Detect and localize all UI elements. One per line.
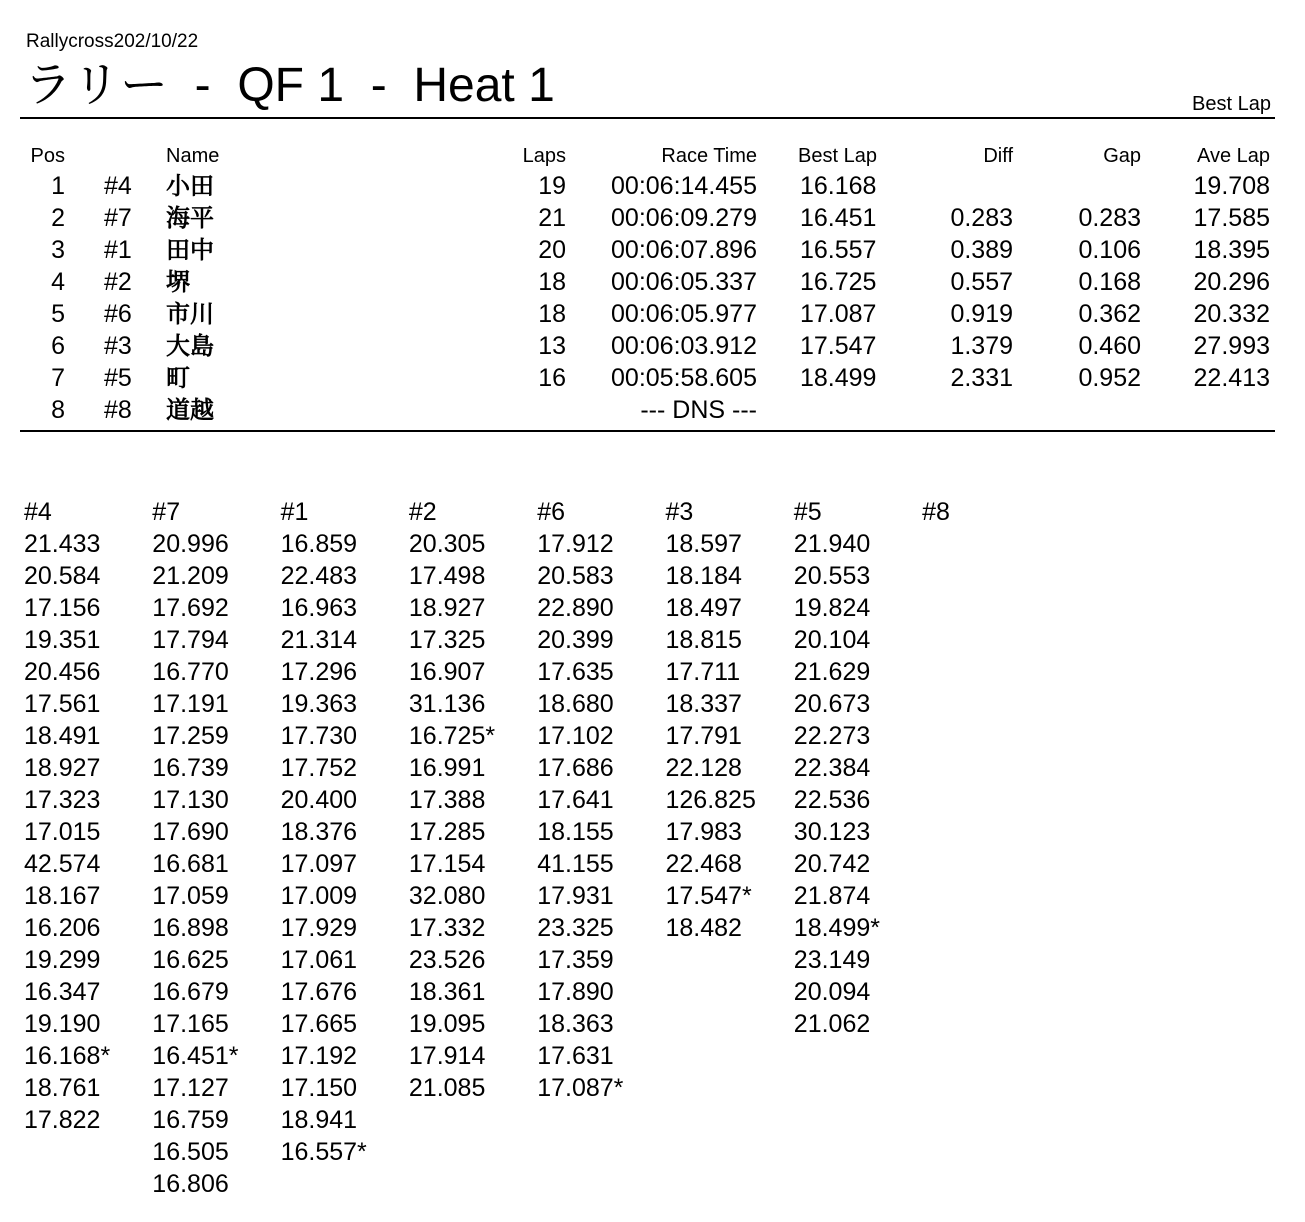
driver-name-cell: 大島 <box>166 332 214 360</box>
lap-time: 17.931 <box>537 882 614 910</box>
lap-time: 19.190 <box>24 1010 101 1038</box>
laps-cell: 16 <box>538 364 566 392</box>
lap-time: 18.761 <box>24 1074 101 1102</box>
lap-time: 17.730 <box>280 722 358 750</box>
lap-time: 18.680 <box>537 690 614 718</box>
lap-time: 21.629 <box>793 658 871 686</box>
ave-lap-cell: 20.332 <box>1193 300 1270 328</box>
lap-time: 23.149 <box>793 946 871 974</box>
lap-column-header: #2 <box>408 498 437 526</box>
pos-cell: 5 <box>51 300 65 328</box>
lap-time: 17.102 <box>537 722 614 750</box>
lap-time: 17.692 <box>152 594 229 622</box>
lap-time: 18.482 <box>665 914 742 942</box>
lap-time: 16.963 <box>280 594 358 622</box>
lap-time: 18.927 <box>408 594 486 622</box>
best-lap-cell: 16.725 <box>800 268 877 296</box>
lap-time: 16.557* <box>280 1138 367 1166</box>
header-divider <box>20 117 1275 119</box>
laps-cell: 21 <box>538 204 566 232</box>
lap-time: 16.681 <box>152 850 229 878</box>
lap-time: 20.584 <box>24 562 101 590</box>
gap-cell: 0.362 <box>1078 300 1141 328</box>
event-name: Rallycross202/10/22 <box>26 31 199 52</box>
lap-time: 41.155 <box>537 850 614 878</box>
lap-time: 18.376 <box>280 818 358 846</box>
lap-time: 17.929 <box>280 914 358 942</box>
car-number-cell: #5 <box>104 364 132 392</box>
lap-time: 18.155 <box>537 818 614 846</box>
lap-time: 22.384 <box>793 754 871 782</box>
pos-cell: 3 <box>51 236 65 264</box>
lap-time: 17.087* <box>537 1074 624 1102</box>
ave-lap-cell: 17.585 <box>1193 204 1270 232</box>
lap-time: 17.912 <box>537 530 614 558</box>
sort-label: Best Lap <box>1192 93 1271 115</box>
lap-time: 16.898 <box>152 914 229 942</box>
lap-time: 17.641 <box>537 786 614 814</box>
lap-time: 22.536 <box>793 786 871 814</box>
lap-time: 22.890 <box>537 594 614 622</box>
lap-time: 17.332 <box>408 914 486 942</box>
car-number-cell: #8 <box>104 396 132 424</box>
lap-time: 22.468 <box>665 850 742 878</box>
lap-time: 32.080 <box>408 882 486 910</box>
gap-cell: 0.106 <box>1078 236 1141 264</box>
lap-time: 20.104 <box>793 626 871 654</box>
lap-column <box>922 496 1047 528</box>
lap-time: 17.635 <box>537 658 614 686</box>
car-number-cell: #2 <box>104 268 132 296</box>
race-time-cell: 00:06:05.977 <box>611 300 757 328</box>
lap-time: 23.526 <box>408 946 486 974</box>
lap-time: 18.167 <box>24 882 101 910</box>
lap-time: 21.874 <box>793 882 871 910</box>
lap-time: 17.791 <box>665 722 742 750</box>
pos-cell: 2 <box>51 204 65 232</box>
lap-time: 17.711 <box>665 658 741 686</box>
lap-time: 17.914 <box>408 1042 486 1070</box>
lap-time: 20.305 <box>408 530 486 558</box>
ave-lap-cell: 27.993 <box>1193 332 1270 360</box>
lap-column-header: #6 <box>537 498 565 526</box>
lap-time: 18.491 <box>24 722 101 750</box>
lap-time: 22.483 <box>280 562 358 590</box>
race-time-cell: 00:06:05.337 <box>611 268 757 296</box>
lap-time: 17.686 <box>537 754 614 782</box>
lap-column-header: #4 <box>24 498 52 526</box>
lap-time: 20.456 <box>24 658 101 686</box>
lap-time: 17.676 <box>280 978 358 1006</box>
lap-time: 17.359 <box>537 946 614 974</box>
race-time-cell: 00:05:58.605 <box>611 364 757 392</box>
lap-time: 17.296 <box>280 658 358 686</box>
results-header-row <box>0 142 1305 170</box>
lap-column-header: #3 <box>665 498 694 526</box>
driver-name-cell: 小田 <box>166 172 214 200</box>
diff-cell: 0.919 <box>950 300 1013 328</box>
diff-cell: 0.389 <box>950 236 1013 264</box>
lap-time: 17.890 <box>537 978 614 1006</box>
car-number-cell: #7 <box>104 204 132 232</box>
lap-time: 18.363 <box>537 1010 614 1038</box>
lap-time: 21.314 <box>280 626 358 654</box>
lap-time: 18.497 <box>665 594 742 622</box>
lap-column-header: #7 <box>152 498 181 526</box>
lap-time: 20.553 <box>793 562 871 590</box>
ave-lap-cell: 22.413 <box>1193 364 1270 392</box>
best-lap-cell: 17.087 <box>800 300 877 328</box>
table-row <box>0 170 1305 202</box>
lap-time: 18.927 <box>24 754 101 782</box>
lap-time: 17.009 <box>280 882 358 910</box>
results-table <box>0 142 1305 426</box>
lap-time: 19.363 <box>280 690 358 718</box>
diff-cell: 1.379 <box>950 332 1013 360</box>
col-gap-header: Gap <box>1103 145 1141 167</box>
lap-column <box>281 496 406 1168</box>
col-race-time-header: Race Time <box>661 145 757 167</box>
lap-time: 20.673 <box>793 690 871 718</box>
lap-column-header: #1 <box>280 498 309 526</box>
lap-time: 21.433 <box>24 530 101 558</box>
lap-time: 17.061 <box>280 946 358 974</box>
car-number-cell: #1 <box>104 236 132 264</box>
lap-time: 17.690 <box>152 818 229 846</box>
lap-time: 16.168* <box>24 1042 111 1070</box>
table-row <box>0 362 1305 394</box>
diff-cell: 0.557 <box>950 268 1013 296</box>
driver-name-cell: 道越 <box>166 396 214 424</box>
driver-name-cell: 田中 <box>166 236 214 264</box>
lap-column <box>24 496 149 1136</box>
lap-time: 21.085 <box>408 1074 486 1102</box>
lap-time: 17.192 <box>280 1042 358 1070</box>
car-number-cell: #3 <box>104 332 132 360</box>
lap-column-header: #8 <box>922 498 950 526</box>
ave-lap-cell: 19.708 <box>1193 172 1270 200</box>
diff-cell: 2.331 <box>950 364 1013 392</box>
lap-time: 17.752 <box>280 754 358 782</box>
lap-time: 17.983 <box>665 818 742 846</box>
lap-time: 17.150 <box>280 1074 358 1102</box>
lap-time: 17.323 <box>24 786 101 814</box>
dns-status: --- DNS --- <box>640 396 757 424</box>
driver-name-cell: 海平 <box>166 204 214 232</box>
lap-time: 22.273 <box>793 722 871 750</box>
laps-cell: 18 <box>538 268 566 296</box>
col-name-header: Name <box>166 145 220 167</box>
pos-cell: 1 <box>51 172 65 200</box>
lap-time: 17.388 <box>408 786 486 814</box>
lap-time: 18.337 <box>665 690 742 718</box>
lap-time: 17.665 <box>280 1010 358 1038</box>
col-ave-lap-header: Ave Lap <box>1196 145 1270 167</box>
lap-time: 17.325 <box>408 626 486 654</box>
table-row <box>0 330 1305 362</box>
driver-name-cell: 町 <box>166 364 190 392</box>
lap-time: 16.206 <box>24 914 101 942</box>
lap-time: 17.165 <box>152 1010 229 1038</box>
best-lap-cell: 16.168 <box>800 172 877 200</box>
results-divider <box>20 430 1275 432</box>
race-time-cell: 00:06:09.279 <box>611 204 757 232</box>
lap-column <box>409 496 534 1104</box>
lap-time: 17.498 <box>408 562 486 590</box>
best-lap-cell: 16.451 <box>800 204 877 232</box>
gap-cell: 0.460 <box>1078 332 1141 360</box>
lap-time: 16.725* <box>408 722 496 750</box>
lap-column <box>537 496 662 1104</box>
lap-time: 16.347 <box>24 978 101 1006</box>
lap-column <box>794 496 919 1040</box>
lap-time: 16.739 <box>152 754 229 782</box>
lap-time: 16.770 <box>152 658 229 686</box>
lap-time: 17.097 <box>280 850 358 878</box>
best-lap-cell: 18.499 <box>800 364 877 392</box>
car-number-cell: #6 <box>104 300 132 328</box>
lap-time: 18.184 <box>665 562 742 590</box>
lap-time: 18.499* <box>793 914 880 942</box>
lap-time: 22.128 <box>665 754 742 782</box>
lap-time: 126.825 <box>665 786 756 814</box>
lap-time: 18.597 <box>665 530 742 558</box>
lap-time: 16.806 <box>152 1170 229 1198</box>
lap-time: 17.259 <box>152 722 229 750</box>
laps-cell: 13 <box>538 332 566 360</box>
car-number-cell: #4 <box>104 172 132 200</box>
lap-time: 19.824 <box>793 594 871 622</box>
lap-time: 31.136 <box>408 690 486 718</box>
page-title: ラリー - QF 1 - Heat 1 <box>24 59 555 112</box>
table-row <box>0 266 1305 298</box>
ave-lap-cell: 20.296 <box>1193 268 1270 296</box>
lap-time: 17.631 <box>537 1042 614 1070</box>
lap-time: 17.191 <box>152 690 229 718</box>
race-time-cell: 00:06:14.455 <box>611 172 757 200</box>
lap-time: 21.940 <box>793 530 871 558</box>
lap-time: 19.351 <box>24 626 101 654</box>
lap-time: 17.285 <box>408 818 486 846</box>
lap-time: 19.095 <box>408 1010 486 1038</box>
lap-time: 16.859 <box>280 530 358 558</box>
lap-time: 16.451* <box>152 1042 239 1070</box>
lap-time: 17.127 <box>152 1074 229 1102</box>
lap-time: 20.399 <box>537 626 614 654</box>
lap-time: 16.759 <box>152 1106 229 1134</box>
lap-time: 17.547* <box>665 882 752 910</box>
lap-time: 17.822 <box>24 1106 101 1134</box>
gap-cell: 0.952 <box>1078 364 1141 392</box>
gap-cell: 0.283 <box>1078 204 1141 232</box>
gap-cell: 0.168 <box>1078 268 1141 296</box>
lap-time: 21.062 <box>793 1010 871 1038</box>
lap-time: 16.991 <box>408 754 486 782</box>
lap-time: 20.996 <box>152 530 229 558</box>
lap-column <box>152 496 277 1200</box>
driver-name-cell: 市川 <box>166 300 214 328</box>
col-diff-header: Diff <box>983 145 1013 167</box>
lap-time: 17.130 <box>152 786 229 814</box>
lap-time: 18.815 <box>665 626 742 654</box>
lap-time: 23.325 <box>537 914 614 942</box>
pos-cell: 8 <box>51 396 65 424</box>
table-row <box>0 298 1305 330</box>
lap-time: 17.156 <box>24 594 101 622</box>
pos-cell: 4 <box>51 268 65 296</box>
table-row-dns <box>0 394 1305 426</box>
best-lap-cell: 16.557 <box>800 236 877 264</box>
lap-time: 20.400 <box>280 786 358 814</box>
race-time-cell: 00:06:07.896 <box>611 236 757 264</box>
lap-time: 42.574 <box>24 850 101 878</box>
lap-time: 21.209 <box>152 562 229 590</box>
lap-time: 17.059 <box>152 882 229 910</box>
lap-time: 18.361 <box>408 978 486 1006</box>
lap-time: 17.015 <box>24 818 101 846</box>
laps-cell: 20 <box>538 236 566 264</box>
col-pos-header: Pos <box>30 145 65 167</box>
lap-time: 17.794 <box>152 626 229 654</box>
lap-time: 18.941 <box>280 1106 358 1134</box>
col-laps-header: Laps <box>522 145 566 167</box>
laps-cell: 18 <box>538 300 566 328</box>
col-best-lap-header: Best Lap <box>798 145 877 167</box>
driver-name-cell: 堺 <box>166 268 190 296</box>
pos-cell: 6 <box>51 332 65 360</box>
lap-time: 20.742 <box>793 850 871 878</box>
pos-cell: 7 <box>51 364 65 392</box>
lap-time: 17.561 <box>24 690 101 718</box>
lap-column <box>666 496 791 944</box>
laps-cell: 19 <box>538 172 566 200</box>
table-row <box>0 234 1305 266</box>
lap-time: 17.154 <box>408 850 486 878</box>
lap-time: 16.625 <box>152 946 229 974</box>
best-lap-cell: 17.547 <box>800 332 877 360</box>
table-row <box>0 202 1305 234</box>
lap-time: 16.907 <box>408 658 486 686</box>
race-time-cell: 00:06:03.912 <box>611 332 757 360</box>
lap-time: 16.679 <box>152 978 229 1006</box>
lap-time: 20.094 <box>793 978 871 1006</box>
lap-time: 16.505 <box>152 1138 229 1166</box>
ave-lap-cell: 18.395 <box>1193 236 1270 264</box>
lap-time: 20.583 <box>537 562 614 590</box>
lap-column-header: #5 <box>793 498 822 526</box>
diff-cell: 0.283 <box>950 204 1013 232</box>
lap-time: 19.299 <box>24 946 101 974</box>
lap-time: 30.123 <box>793 818 871 846</box>
